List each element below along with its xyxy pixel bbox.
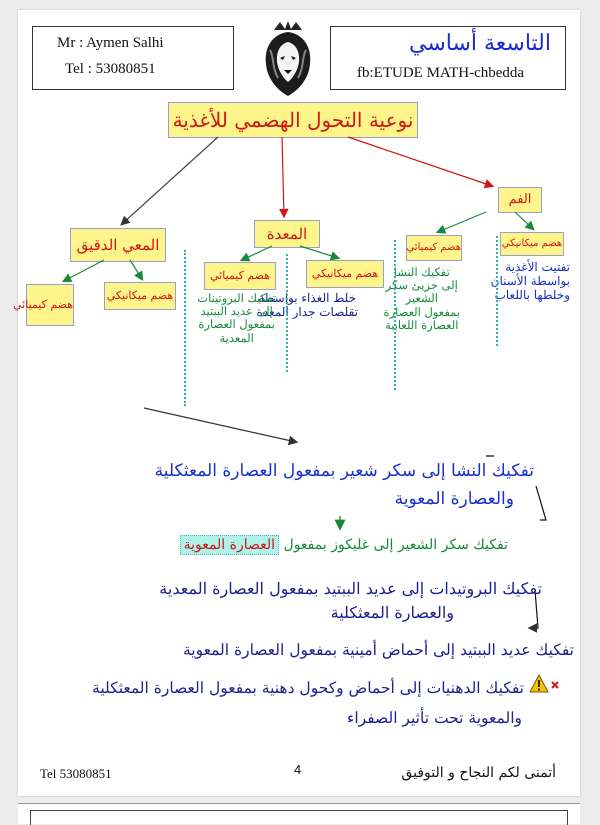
highlight-intestinal-juice: العصارة المعوية bbox=[180, 535, 280, 555]
stomach-chem-line-4: المعدية bbox=[219, 330, 254, 345]
mouth-chem-line-1: تفكيك النشا bbox=[393, 265, 450, 279]
stomach-chem-line-3: بمفعول العصارة bbox=[198, 317, 275, 332]
intestine-note-1: تفكيك النشا إلى سكر شعير بمفعول العصارة المعثكلية bbox=[154, 461, 534, 481]
mouth-mechanical-box: هضم ميكانيكي bbox=[500, 232, 564, 256]
warning-marker bbox=[530, 674, 560, 694]
document-page bbox=[13, 10, 580, 796]
mouth-chem-line-2: إلى جزيئ سكر bbox=[385, 278, 458, 293]
author-name: Mr : Aymen Salhi bbox=[57, 35, 164, 51]
intestine-note-3 bbox=[180, 537, 508, 553]
intestine-note-6: تفكيك عديد الببتيد إلى أحماض أمينية بمفعول العصارة المعوية bbox=[182, 641, 574, 659]
stomach-mech-line-1: خلط الغذاء بواسطة bbox=[258, 291, 357, 305]
stomach-chem-line-1: تفكيك البروتينات bbox=[197, 291, 276, 305]
stomach-mech-line-2: تقلصات جدار المعدة bbox=[256, 304, 358, 319]
warning-icon bbox=[530, 674, 560, 694]
close-icon bbox=[552, 682, 558, 688]
mouth-chem-line-3: الشعير bbox=[405, 291, 438, 306]
mouth-mech-line-1: تفتيت الأغذية bbox=[505, 260, 570, 274]
mouth-mech-line-3: وخلطها باللعاب bbox=[494, 287, 570, 302]
author-phone: Tel : 53080851 bbox=[65, 61, 156, 77]
next-page-header-frame bbox=[30, 810, 568, 825]
intestine-note-4: تفكيك البروتيدات إلى عديد الببتيد بمفعول العصارة المعدية bbox=[159, 579, 542, 598]
mouth-chem-line-5: العصارة اللعابية bbox=[385, 317, 459, 332]
stomach-mechanical-box: هضم ميكانيكي bbox=[306, 260, 384, 288]
next-page-edge bbox=[18, 803, 580, 824]
intestine-note-5: والعصارة المعثكلية bbox=[330, 603, 454, 622]
footer-wish: أتمنى لكم النجاح و التوفيق bbox=[401, 765, 556, 781]
facebook-page: fb:ETUDE MATH-chbedda bbox=[357, 65, 525, 81]
stomach-chem-line-2: إلى عديد الببتيد bbox=[200, 304, 273, 319]
mouth-chem-line-4: بمفعول العصارة bbox=[383, 304, 460, 319]
section-mouth: الفم bbox=[498, 187, 542, 213]
footer-phone: Tel 53080851 bbox=[40, 766, 112, 781]
intestine-note-7: تفكيك الدهنيات إلى أحماض وكحول دهنية بمفعول العصارة المعثكلية bbox=[92, 679, 524, 697]
page-number: 4 bbox=[294, 762, 302, 777]
intestine-note-8: والمعوية تحت تأثير الصفراء bbox=[347, 709, 522, 727]
grade-title: التاسعة أساسي bbox=[408, 31, 551, 56]
section-intestine: المعي الدقيق bbox=[70, 228, 166, 262]
intestine-mechanical-box: هضم ميكانيكي bbox=[104, 282, 176, 310]
mouth-mech-line-2: بواسطة الأسنان bbox=[490, 273, 570, 288]
intestine-chemical-box: هضم كيميائي bbox=[26, 284, 74, 326]
intestine-note-2: والعصارة المعوية bbox=[394, 489, 514, 509]
intestine-note-3-text: تفكيك سكر الشعير إلى غليكوز بمفعول bbox=[283, 537, 508, 553]
section-stomach: المعدة bbox=[254, 220, 320, 248]
stomach-chemical-box: هضم كيميائي bbox=[204, 262, 276, 290]
mouth-chemical-box: هضم كيميائي bbox=[406, 235, 462, 261]
main-title: نوعية التحول الهضمي للأغذية bbox=[168, 102, 418, 138]
